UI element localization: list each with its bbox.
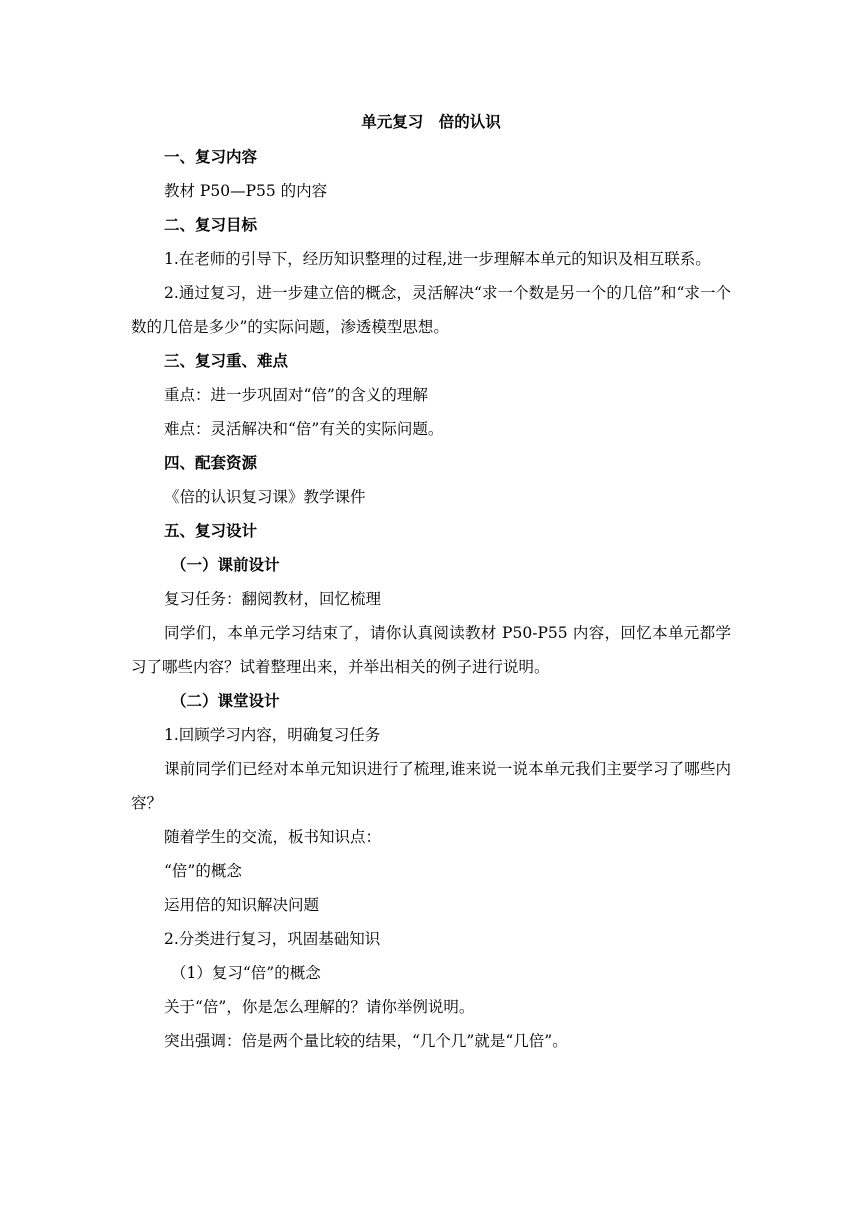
subsection-heading-in-class: （二）课堂设计 — [171, 691, 280, 710]
key-point-text: 重点：进一步巩固对“倍”的含义的理解 — [164, 386, 428, 404]
question-text: 关于“倍”，你是怎么理解的？请你举例说明。 — [164, 998, 475, 1016]
section-heading-key-points: 三、复习重、难点 — [164, 351, 289, 370]
difficult-point-text: 难点：灵活解决和“倍”有关的实际问题。 — [164, 420, 444, 438]
document-title: 单元复习 倍的认识 — [361, 112, 501, 131]
board-item-concept: “倍”的概念 — [164, 862, 242, 880]
section-heading-review-content: 一、复习内容 — [164, 147, 258, 166]
section-heading-review-design: 五、复习设计 — [164, 521, 258, 540]
section-heading-review-goals: 二、复习目标 — [164, 215, 258, 234]
pre-class-paragraph: 同学们，本单元学习结束了，请你认真阅读教材 P50-P55 内容，回忆本单元都学习了哪些内容？试着整理出来，并举出相关的例子进行说明。 — [131, 624, 731, 676]
step-2-subheading: （1）复习“倍”的概念 — [171, 964, 321, 982]
document-page — [131, 104, 731, 1058]
emphasis-text: 突出强调：倍是两个量比较的结果，“几个几”就是“几倍”。 — [164, 1032, 568, 1050]
step-1-heading: 1.回顾学习内容，明确复习任务 — [164, 726, 381, 744]
goal-paragraph-2: 2.通过复习，进一步建立倍的概念，灵活解决“求一个数是另一个的几倍”和“求一个数的几倍是多少”的实际问题，渗透模型思想。 — [131, 284, 731, 336]
goal-paragraph-1: 1.在老师的引导下，经历知识整理的过程,进一步理解本单元的知识及相互联系。 — [164, 250, 711, 268]
board-item-application: 运用倍的知识解决问题 — [164, 896, 320, 914]
step-2-heading: 2.分类进行复习，巩固基础知识 — [164, 930, 381, 948]
review-content-text: 教材 P50—P55 的内容 — [164, 182, 328, 200]
resource-text: 《倍的认识复习课》教学课件 — [164, 488, 366, 506]
section-heading-resources: 四、配套资源 — [164, 453, 258, 472]
review-task-text: 复习任务：翻阅教材，回忆梳理 — [164, 590, 382, 608]
board-intro-text: 随着学生的交流，板书知识点： — [164, 828, 382, 846]
step-1-paragraph: 课前同学们已经对本单元知识进行了梳理,谁来说一说本单元我们主要学习了哪些内容？ — [131, 760, 731, 812]
subsection-heading-pre-class: （一）课前设计 — [171, 555, 280, 574]
